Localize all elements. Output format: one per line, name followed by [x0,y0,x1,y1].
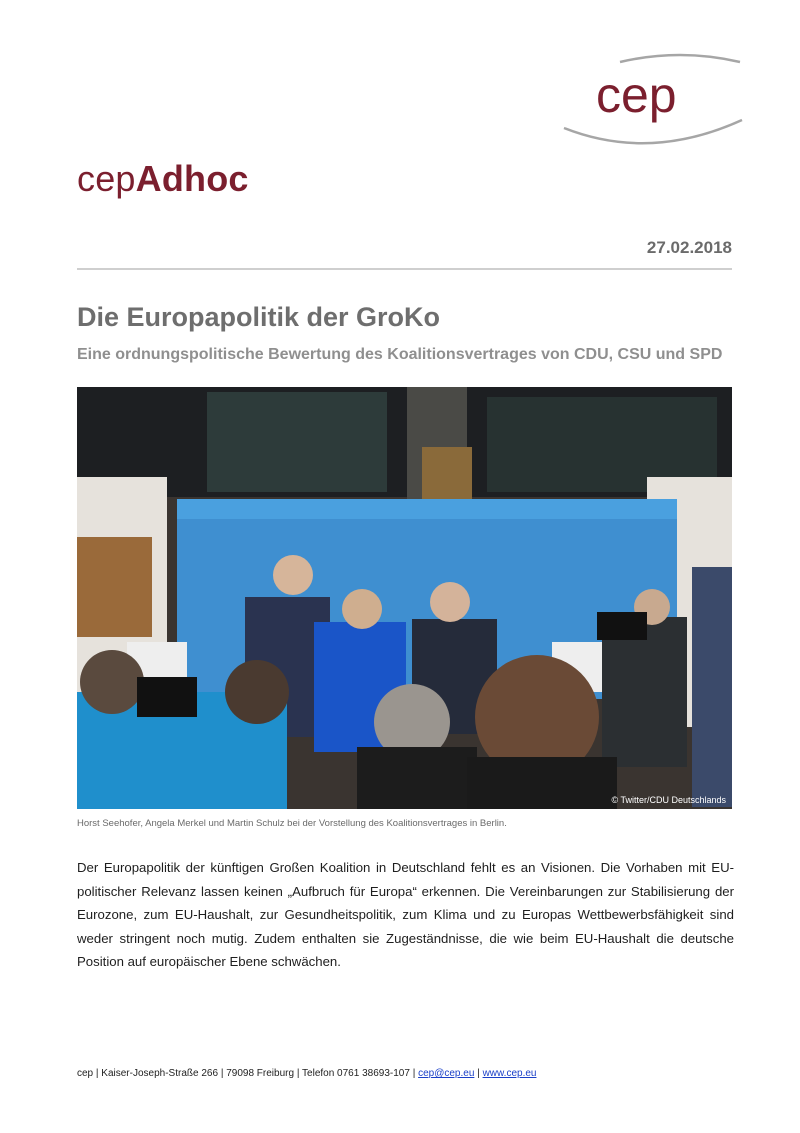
publication-date: 27.02.2018 [646,238,732,257]
footer-web-link[interactable]: www.cep.eu [482,1068,537,1079]
footer: cep | Kaiser-Joseph-Straße 266 | 79098 Freiburg | Telefon 0761 38693-107 | cep@cep.eu | www.cep.eu [77,1068,537,1079]
footer-phone: Telefon 0761 38693-107 [302,1068,410,1079]
photo-caption: Horst Seehofer, Angela Merkel und Martin Schulz bei der Vorstellung des Koalitionsvertrages in Berlin. [77,818,507,829]
series-title [77,158,249,200]
footer-city: 79098 Freiburg [226,1068,295,1079]
header-divider [77,268,732,270]
page-title: Die Europapolitik der GroKo [77,302,441,332]
photo-credit: © Twitter/CDU Deutschlands [611,795,726,805]
summary-paragraph: Der Europapolitik der künftigen Großen Koalition in Deutschland fehlt es an Visionen. Die Vorhaben mit EU-politischer Relevanz lassen keinen „Aufbruch für Europa“ erkennen. Die Vereinbarungen zur Stabilisierung der Eurozone, zum EU-Haushalt, zur Gesundheitspolitik, zum Klima und zu Europas Wettbewerbsfähigkeit sind weder stringent noch mutig. Zudem enthalten sie Zugeständnisse, die wie beim EU-Haushalt die deutsche Position auf europäischer Ebene schwächen. [77,860,734,969]
page-subtitle: Eine ordnungspolitische Bewertung des Koalitionsvertrages von CDU, CSU und SPD [77,346,723,363]
footer-street: Kaiser-Joseph-Straße 266 [101,1068,219,1079]
cep-logo [560,50,745,150]
series-prefix: cep [77,158,136,199]
footer-org: cep [77,1068,94,1079]
press-photo [77,387,732,809]
footer-email-link[interactable]: cep@cep.eu [418,1068,475,1079]
logo-text: cep [596,67,677,123]
series-name: Adhoc [135,158,249,199]
